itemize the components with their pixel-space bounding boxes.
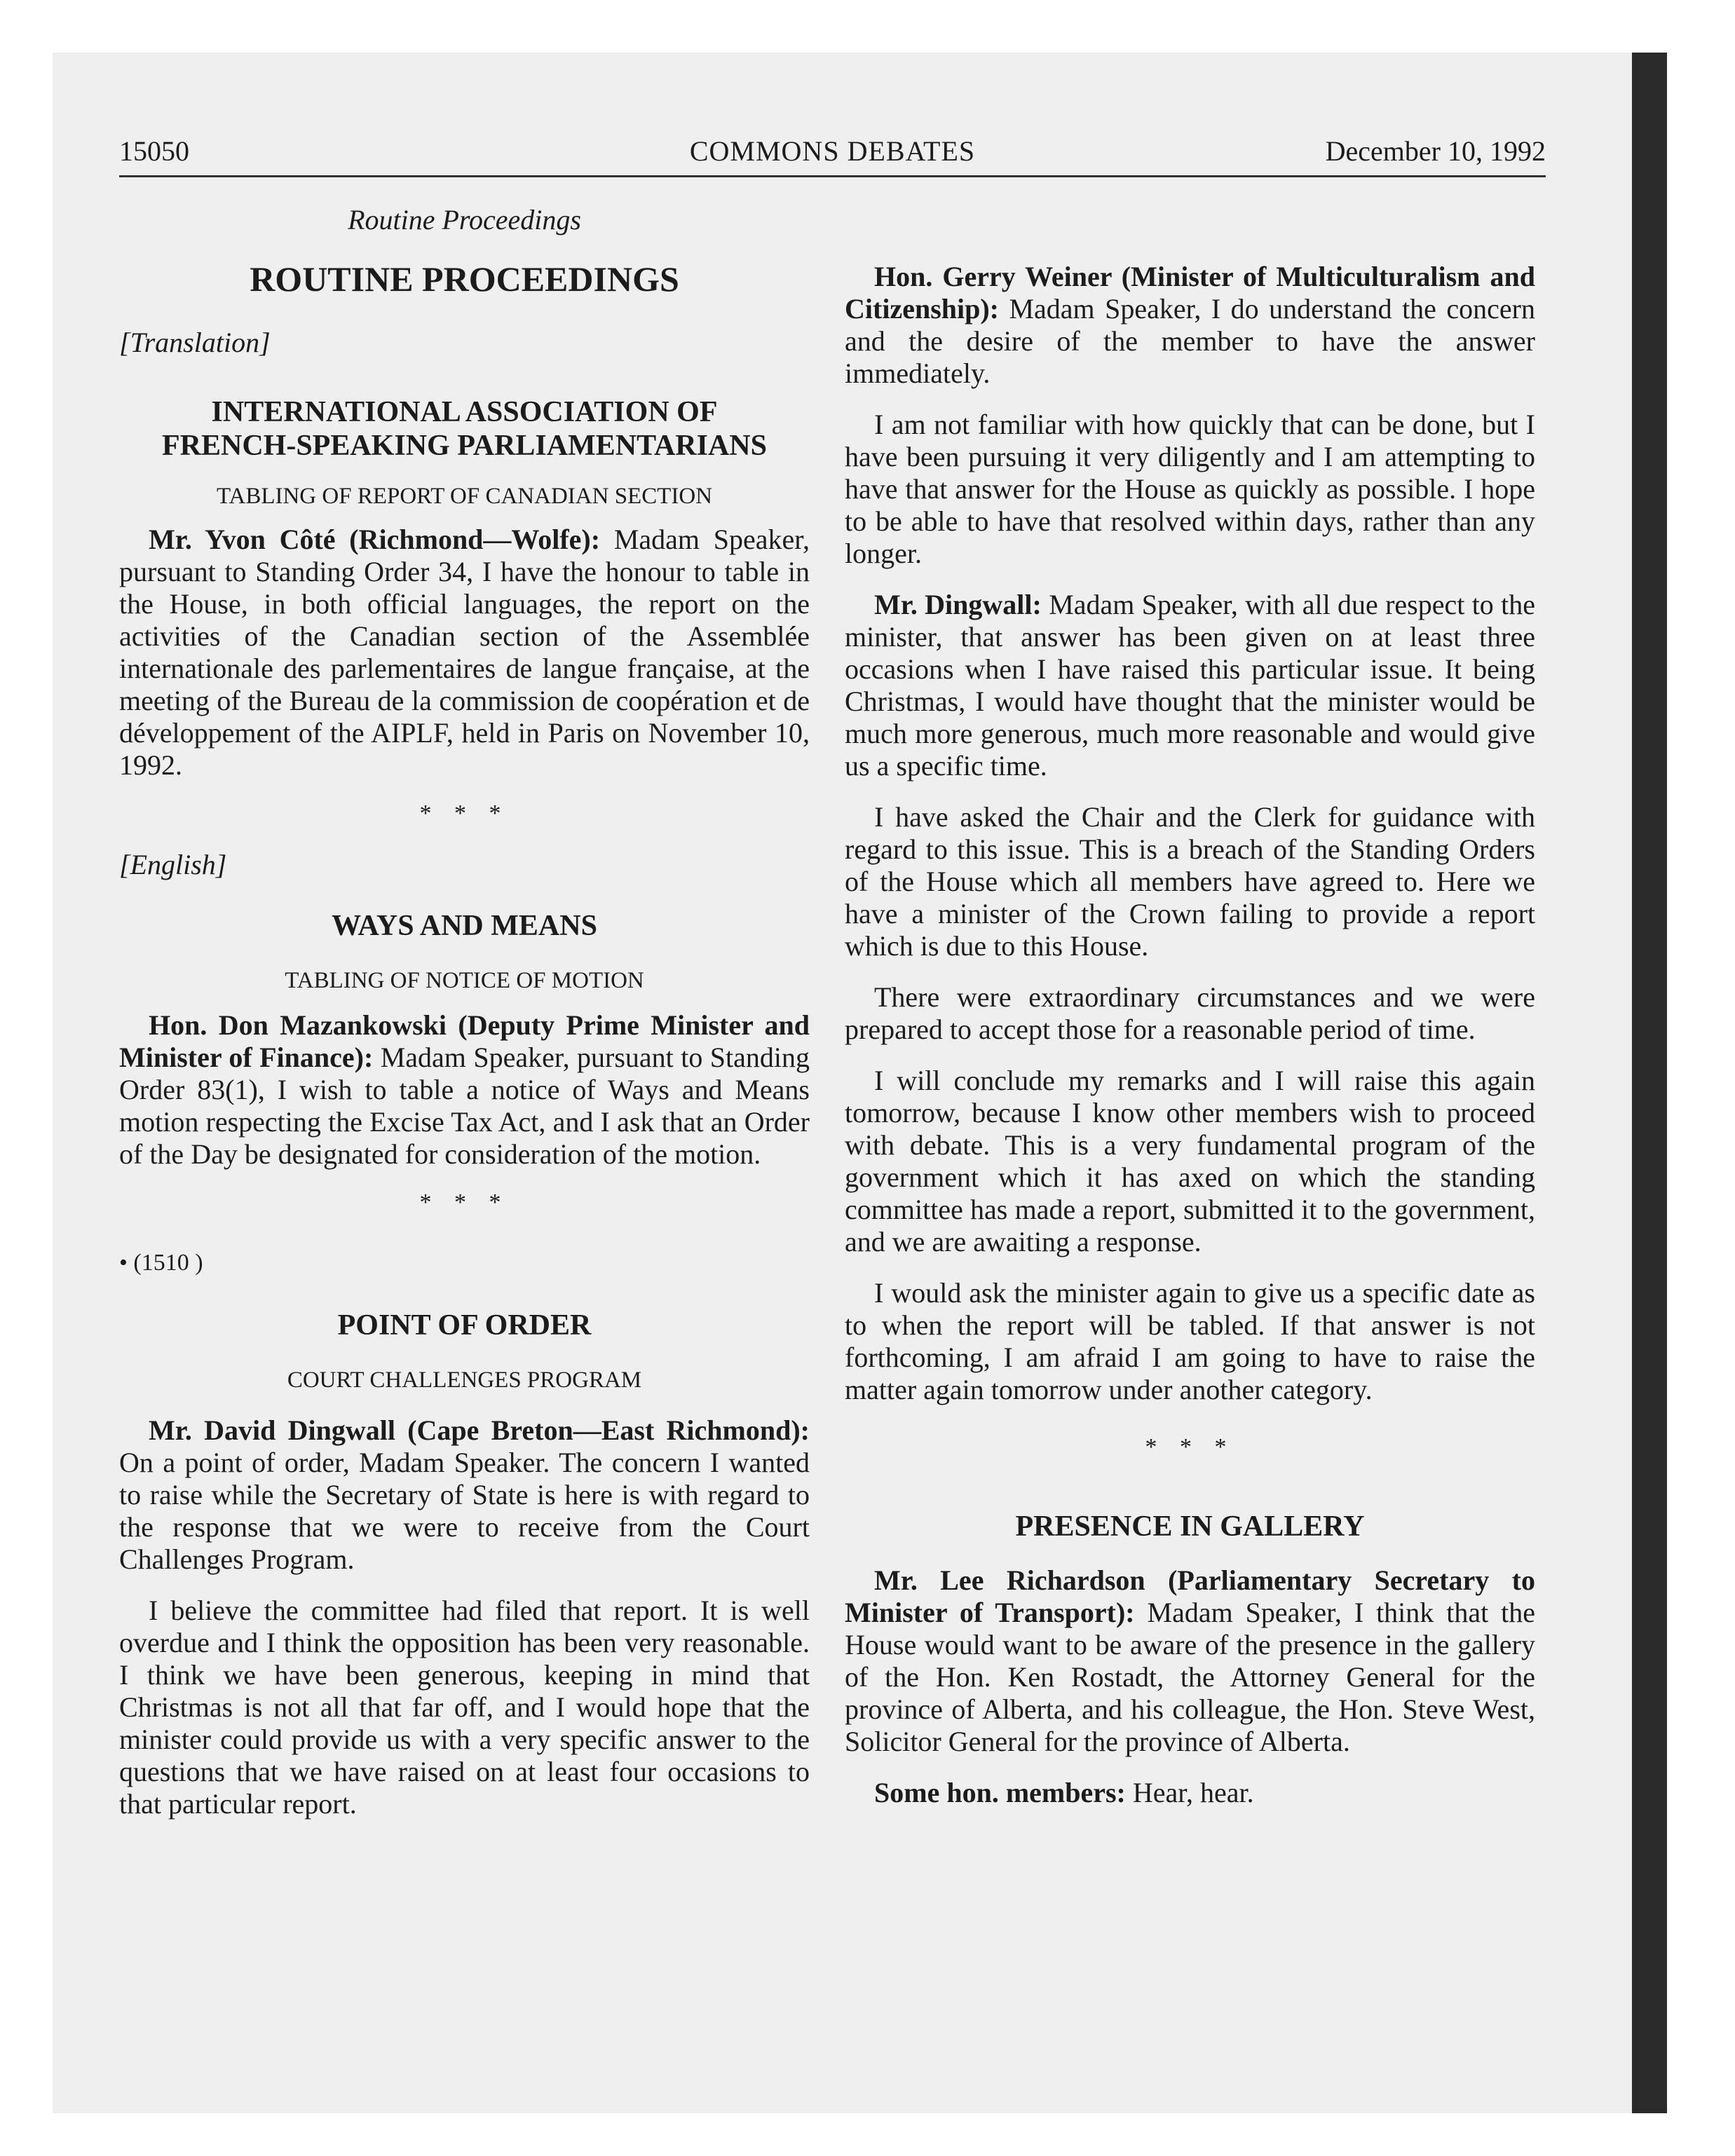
speaker-name: Mr. Dingwall: bbox=[874, 589, 1042, 620]
paragraph-dingwall-7: I would ask the minister again to give us a specific date as to when the report will be tabled. If that answer is not forthcoming, I am afraid I am going to have to raise the matter again tomorrow under another category. bbox=[845, 1277, 1535, 1405]
paragraph-cote bbox=[119, 524, 810, 782]
separator-stars: * * * bbox=[1145, 1434, 1235, 1460]
main-title: ROUTINE PROCEEDINGS bbox=[250, 259, 679, 299]
paragraph-weiner-2: I am not familiar with how quickly that can be done, but I have been pursuing it very diligently and I am attempting to have that answer for the House as quickly as possible. I hope to be able to have that resolved within days, rather than any longer. bbox=[845, 409, 1535, 569]
language-note-translation: [Translation] bbox=[119, 327, 271, 358]
separator-stars: * * * bbox=[419, 800, 510, 826]
paragraph-richardson bbox=[845, 1564, 1535, 1758]
speaker-name: Hon. Don Mazankowski (Deputy Prime Minister and Minister of Finance): bbox=[119, 1009, 810, 1073]
speaker-name: Mr. David Dingwall (Cape Breton—East Richmond): bbox=[149, 1414, 810, 1446]
separator-stars: * * * bbox=[419, 1189, 510, 1215]
speaker-name: Some hon. members: bbox=[874, 1777, 1126, 1808]
paragraph-dingwall-6: I will conclude my remarks and I will raise this again tomorrow, because I know other members wish to proceed with debate. This is a very fundamental program of the government which it has axed on which the standing committee has made a report, submitted it to the government, and we are awaiting a response. bbox=[845, 1065, 1535, 1257]
subheading-tabling-report: TABLING OF REPORT OF CANADIAN SECTION bbox=[216, 484, 713, 509]
heading-point-of-order: POINT OF ORDER bbox=[337, 1309, 592, 1342]
speaker-name: Hon. Gerry Weiner (Minister of Multiculturalism and Citizenship): bbox=[845, 261, 1535, 325]
publication-title: COMMONS DEBATES bbox=[689, 135, 976, 167]
paragraph-text: Madam Speaker, with all due respect to the minister, that answer has been given on at least three occasions when I have raised this particular issue. It being Christmas, I would have thought that the minister would be much more generous, much more reasonable and would give us a specific time. bbox=[845, 589, 1536, 782]
paragraph-dingwall-4: I have asked the Chair and the Clerk for guidance with regard to this issue. This is a breach of the Standing Orders of the House which all members have agreed to. Here we have a minister of the Crown failing to provide a report which is due to this House. bbox=[845, 801, 1535, 962]
paragraph-weiner-1 bbox=[845, 261, 1535, 390]
paragraph-members bbox=[845, 1777, 1535, 1809]
heading-ways-and-means: WAYS AND MEANS bbox=[332, 910, 597, 942]
paragraph-text: On a point of order, Madam Speaker. The concern I wanted to raise while the Secretary of State is here is with regard to the response that we were to receive from the Court Challenges Program. bbox=[119, 1447, 810, 1575]
speaker-name: Mr. Yvon Côté (Richmond—Wolfe): bbox=[149, 524, 601, 555]
running-header bbox=[119, 135, 1546, 177]
paragraph-text: Madam Speaker, I think that the House would want to be aware of the presence in the gallery of the Hon. Ken Rostadt, the Attorney General for the province of Alberta, and his colleague, the Hon. Steve West, Solicitor General for the province of Alberta. bbox=[845, 1597, 1536, 1757]
subheading-notice-of-motion: TABLING OF NOTICE OF MOTION bbox=[285, 968, 644, 993]
section-label: Routine Proceedings bbox=[348, 204, 581, 236]
paragraph-text: Madam Speaker, pursuant to Standing Order 34, I have the honour to table in the House, in both official languages, the report on the activities of the Canadian section of the Assemblée internationale des parlementaires de langue française, at the meeting of the Bureau de la commission de coopération et de développement of the AIPLF, held in Paris on November 10, 1992. bbox=[119, 524, 810, 781]
paragraph-text: Hear, hear. bbox=[1125, 1777, 1254, 1808]
timestamp: • (1510 ) bbox=[119, 1250, 203, 1276]
paragraph-dingwall-5: There were extraordinary circumstances and we were prepared to accept those for a reasonable period of time. bbox=[845, 981, 1535, 1045]
paragraph-mazankowski bbox=[119, 1009, 810, 1171]
heading-aiplf-line1: INTERNATIONAL ASSOCIATION OF bbox=[211, 396, 718, 428]
page-number: 15050 bbox=[119, 135, 189, 167]
paragraph-dingwall-1 bbox=[119, 1414, 810, 1576]
language-note-english: [English] bbox=[119, 849, 227, 880]
right-column bbox=[845, 261, 1535, 1828]
paragraph-dingwall-2: I believe the committee had filed that report. It is well overdue and I think the opposition has been very reasonable. I think we have been generous, keeping in mind that Christmas is not all that far off, and I would hope that the minister could provide us with a very specific answer to the questions that we have raised on at least four occasions to that particular report. bbox=[119, 1595, 810, 1820]
paragraph-text: Madam Speaker, pursuant to Standing Order 83(1), I wish to table a notice of Ways and Means motion respecting the Excise Tax Act, and I ask that an Order of the Day be designated for consideration of the motion. bbox=[119, 1042, 810, 1170]
publication-date: December 10, 1992 bbox=[1325, 135, 1546, 167]
heading-aiplf-line2: FRENCH-SPEAKING PARLIAMENTARIANS bbox=[162, 430, 767, 462]
paragraph-dingwall-3 bbox=[845, 589, 1535, 782]
scan-edge bbox=[1632, 53, 1667, 2113]
speaker-name: Mr. Lee Richardson (Parliamentary Secretary to Minister of Transport): bbox=[845, 1564, 1535, 1628]
left-column bbox=[119, 203, 810, 1839]
paragraph-text: Madam Speaker, I do understand the concern and the desire of the member to have the answer immediately. bbox=[845, 293, 1535, 389]
heading-presence-in-gallery: PRESENCE IN GALLERY bbox=[1015, 1510, 1365, 1543]
subheading-court-challenges: COURT CHALLENGES PROGRAM bbox=[287, 1367, 642, 1393]
